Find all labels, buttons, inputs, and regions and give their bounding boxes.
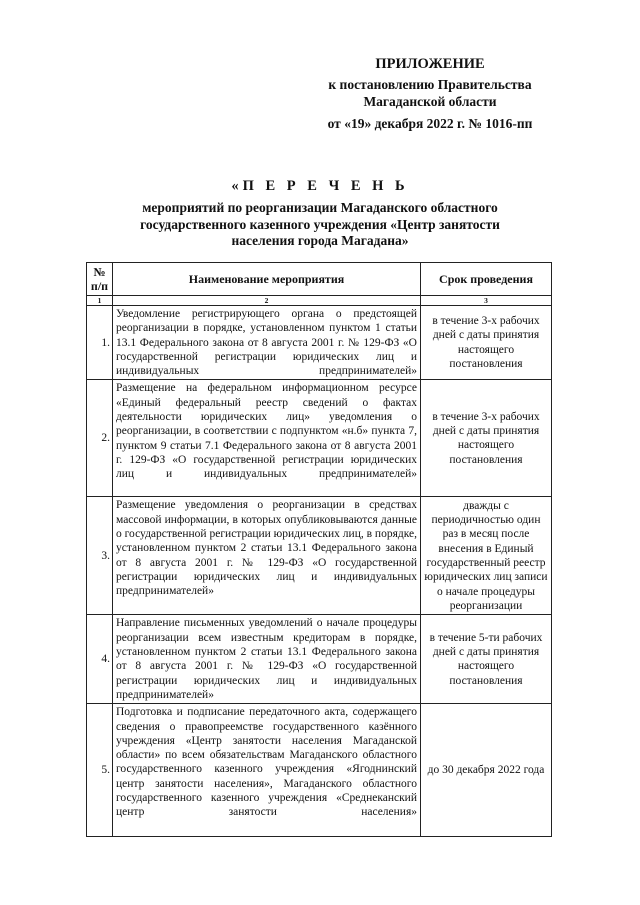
- appendix-title: ПРИЛОЖЕНИЕ: [375, 56, 485, 72]
- row-term: до 30 декабря 2022 года: [421, 704, 552, 837]
- row-description: Уведомление регистрирующего органа о предстоящей реорганизации в порядке, установленном пунктом 1 статьи 13.1 Федерального закона от 8 августа 2001 г. № 129-ФЗ «О государственной регистрации юридических лиц и индивидуальных предпринимателей»: [113, 306, 421, 380]
- row-description: Размещение уведомления о реорганизации в средствах массовой информации, в которых опубликовываются данные о государственной регистрации юридических лиц, в порядке, установленном пунктом 2 статьи 13.1 Федерального закона от 8 августа 2001 г. № 129-ФЗ «О государственной регистрации юридических лиц и индивидуальных предпринимателей»: [113, 497, 421, 615]
- measures-table: [86, 262, 552, 837]
- row-number: 1.: [87, 306, 113, 380]
- table-row: [87, 380, 552, 497]
- table-header-row: [87, 263, 552, 296]
- column-number: 2: [113, 296, 421, 306]
- column-number: 3: [421, 296, 552, 306]
- list-subtitle: мероприятий по реорганизации Магаданского областного государственного казенного учреждения «Центр занятости населения города Магадана»: [140, 200, 500, 248]
- row-term: в течение 3-х рабочих дней с даты принятия настоящего постановления: [421, 306, 552, 380]
- column-number: 1: [87, 296, 113, 306]
- row-term: дважды с периодичностью один раз в месяц после внесения в Единый государственный реестр юридических лиц записи о начале процедуры реорганизации: [421, 497, 552, 615]
- row-description: Направление письменных уведомлений о начале процедуры реорганизации всем известным кредиторам в порядке, установленном пунктом 2 статьи 13.1 Федерального закона от 8 августа 2001 г. № 129-ФЗ «О государственной регистрации юридических лиц и индивидуальных предпринимателей»: [113, 615, 421, 704]
- row-number: 5.: [87, 704, 113, 837]
- appendix-block: [300, 56, 560, 132]
- row-term: в течение 3-х рабочих дней с даты принятия настоящего постановления: [421, 380, 552, 497]
- table-row: [87, 306, 552, 380]
- row-description: Размещение на федеральном информационном ресурсе «Единый федеральный реестр сведений о фактах деятельности юридических лиц» уведомления о реорганизации, в соответствии с подпунктом «н.б» пункта 7, пунктом 9 статьи 7.1 Федерального закона от 8 августа 2001 г. 129-ФЗ «О государственной регистрации юридических лиц и индивидуальных предпринимателей»: [113, 380, 421, 497]
- header-measure: Наименование мероприятия: [113, 263, 421, 296]
- header-number: № п/п: [87, 263, 113, 296]
- row-term: в течение 5-ти рабочих дней с даты принятия настоящего постановления: [421, 615, 552, 704]
- table-row: [87, 497, 552, 615]
- row-number: 4.: [87, 615, 113, 704]
- header-term: Срок проведения: [421, 263, 552, 296]
- row-description: Подготовка и подписание передаточного акта, содержащего сведения о правопреемстве государственного казённого учреждения «Центр занятости населения Магаданской области» по всем обязательствам Магаданского областного государственного казенного учреждения «Ягоднинский центр занятости населения», Магаданского областного государственного казенного учреждения «Среднеканский центр занятости населения»: [113, 704, 421, 837]
- appendix-line-1: к постановлению Правительства: [328, 77, 532, 92]
- row-number: 3.: [87, 497, 113, 615]
- table-row: [87, 704, 552, 837]
- table-row: [87, 615, 552, 704]
- row-number: 2.: [87, 380, 113, 497]
- appendix-date-line: от «19» декабря 2022 г. № 1016-пп: [327, 116, 533, 131]
- appendix-line-2: Магаданской области: [363, 94, 497, 109]
- list-heading: «П Е Р Е Ч Е Н Ь: [231, 178, 409, 194]
- column-number-row: [87, 296, 552, 306]
